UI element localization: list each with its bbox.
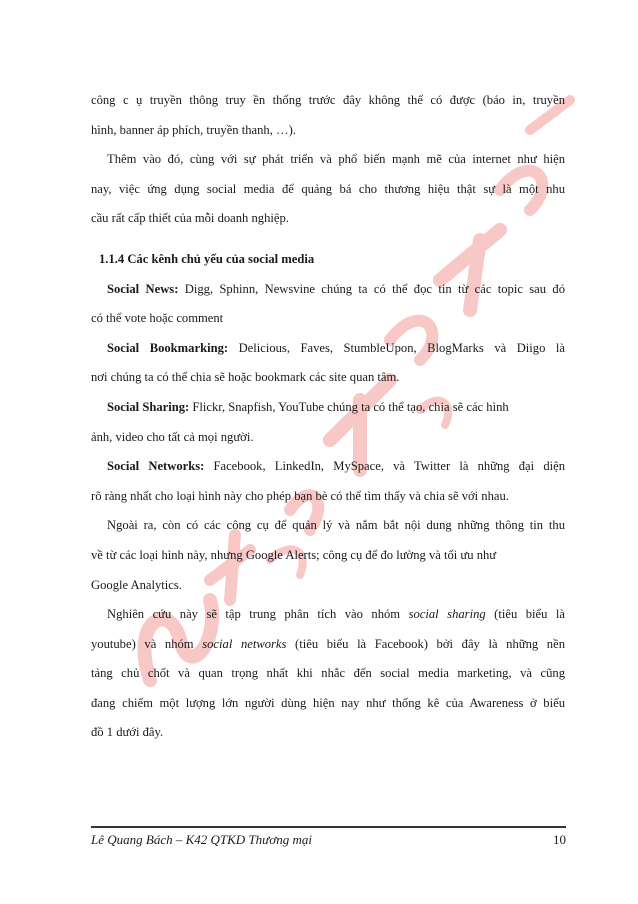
social-sharing-term: social sharing [408,607,486,622]
social-networks-label: Social Networks: [107,459,205,474]
footer-author: Lê Quang Bách – K42 QTKD Thương mại [91,832,312,847]
text-line: đồ 1 dưới đây. [91,725,164,740]
body-text [91,86,565,748]
text-line: công c ụ truyền thông truy ền thống trước đây không thể có được (báo in, truyền [91,93,565,107]
text-line: Ngoài ra, còn có các công cụ để quản lý và nắm bắt nội dung những thông tin thu [107,518,565,533]
text-line: nơi chúng ta có thể chia sẽ hoặc bookmark các site quan tâm. [91,370,400,385]
text-line: đang chiếm một lượng lớn người dùng hiện nay như thống kê của Awareness ở biểu [91,695,565,710]
text-span: (tiêu biểu là Facebook) bởi đây là những nền [286,636,565,651]
social-networks-term: social networks [202,636,287,651]
text-line: về từ các loại hình này, nhưng Google Alerts; công cụ để đo lường và tối ưu như [91,547,497,562]
social-bookmarking-label: Social Bookmarking: [107,340,229,355]
text-line: rõ ràng nhất cho loại hình này cho phép bạn bè có thể tìm thấy và chia sẽ với nhau. [91,488,509,503]
section-heading: 1.1.4 Các kênh chủ yếu của social media [99,251,315,266]
text-span: youtube) và nhóm [91,636,203,651]
text-line: cầu rất cấp thiết của mỗi doanh nghiệp. [91,211,289,226]
text-line [91,334,565,364]
text-line: nay, việc ứng dụng social media để quảng bá cho thương hiệu thật sự là một nhu [91,181,565,196]
text-span: Nghiên cứu này sẽ tập trung phân tích vào nhóm [107,607,409,622]
text-line: ảnh, video cho tất cả mọi người. [91,429,254,444]
page-number: 10 [553,832,566,847]
text-line [91,393,565,423]
text-span: (tiêu biểu là [485,607,565,622]
text-span: Digg, Sphinn, Newsvine chúng ta có thể đọc tin từ các topic sau đó [178,281,565,296]
text-line: hình, banner áp phích, truyền thanh, …). [91,122,296,137]
text-line [91,600,565,630]
text-span: Delicious, Faves, StumbleUpon, BlogMarks và Diigo là [228,340,565,355]
text-line [91,275,565,305]
text-line [91,630,565,660]
social-news-label: Social News: [107,281,179,296]
social-sharing-label: Social Sharing: [107,399,190,414]
text-span: Flickr, Snapfish, YouTube chúng ta có thể tạo, chia sẽ các hình [189,399,509,414]
text-line: có thể vote hoặc comment [91,311,224,326]
page-footer [91,826,566,848]
text-line: Google Analytics. [91,577,182,592]
text-span: Facebook, LinkedIn, MySpace, và Twitter là những đại diện [204,459,565,474]
text-line [91,452,565,482]
text-line: tảng chủ chốt và quan trọng nhất khi nhắc đến social media marketing, và cũng [91,666,565,681]
text-line: Thêm vào đó, cùng với sự phát triển và phổ biến mạnh mẽ của internet như hiện [107,152,565,167]
